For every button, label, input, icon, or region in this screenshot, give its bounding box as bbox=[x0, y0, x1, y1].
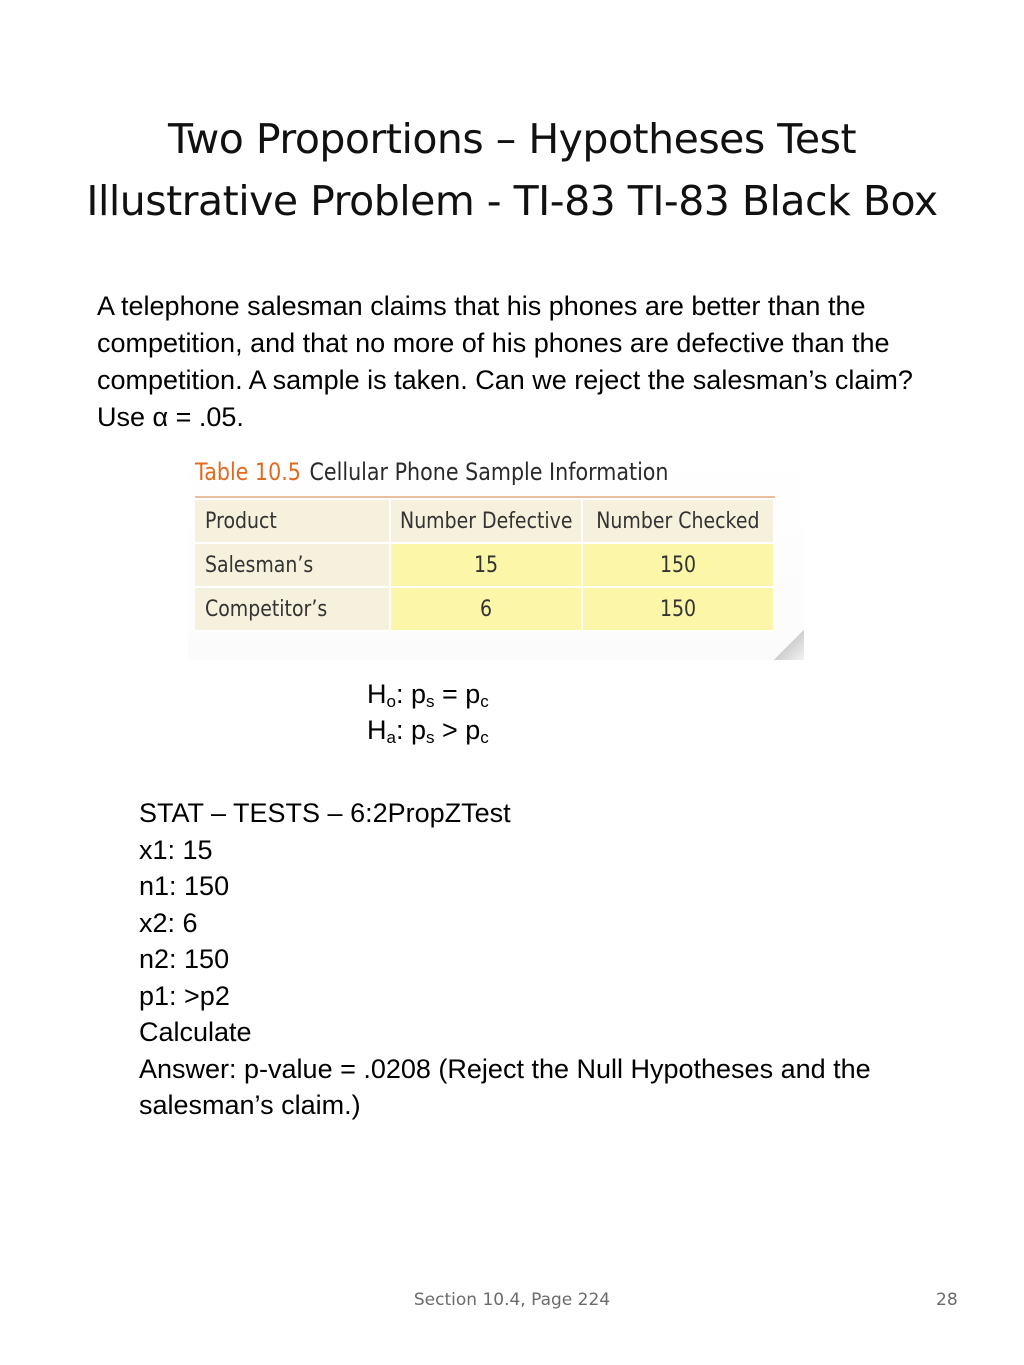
step-n2: n2: 150 bbox=[139, 944, 230, 974]
header-number-checked: Number Checked bbox=[583, 500, 775, 544]
row-salesman-defective: 15 bbox=[391, 544, 583, 588]
table-divider bbox=[195, 496, 775, 498]
table-number: Table 10.5 bbox=[195, 458, 301, 486]
table-caption-text: Cellular Phone Sample Information bbox=[309, 458, 669, 486]
row-salesman-checked: 150 bbox=[583, 544, 775, 588]
step-menu-path: STAT – TESTS – 6:2PropZTest bbox=[139, 798, 511, 828]
step-answer: Answer: p-value = .0208 (Reject the Null Hypotheses and the salesman’s claim.) bbox=[139, 1053, 871, 1120]
table-caption bbox=[195, 458, 669, 486]
slide-title bbox=[0, 108, 1024, 232]
title-line-2: Illustrative Problem - TI-83 TI-83 Black Box bbox=[86, 177, 938, 225]
slide-number: 28 bbox=[936, 1290, 958, 1310]
sample-table-figure bbox=[188, 452, 804, 660]
row-salesman-product: Salesman’s bbox=[195, 544, 391, 588]
page-curl-decoration bbox=[774, 630, 804, 660]
sample-table bbox=[195, 500, 775, 632]
step-calculate: Calculate bbox=[139, 1017, 252, 1047]
row-competitor-checked: 150 bbox=[583, 588, 775, 632]
step-alternative: p1: >p2 bbox=[139, 980, 230, 1011]
calculator-steps bbox=[139, 795, 899, 1124]
header-product: Product bbox=[195, 500, 391, 544]
row-competitor-defective: 6 bbox=[391, 588, 583, 632]
title-line-1: Two Proportions – Hypotheses Test bbox=[167, 115, 857, 163]
step-x1: x1: 15 bbox=[139, 834, 213, 865]
step-n1: n1: 150 bbox=[139, 871, 230, 901]
header-number-defective: Number Defective bbox=[391, 500, 583, 544]
hypotheses bbox=[367, 676, 489, 748]
row-competitor-product: Competitor’s bbox=[195, 588, 391, 632]
footer-section-reference: Section 10.4, Page 224 bbox=[413, 1290, 611, 1310]
step-x2: x2: 6 bbox=[139, 907, 198, 938]
problem-statement: A telephone salesman claims that his phones are better than the competition, and that no more of his phones are defective than the competition. A sample is taken. Can we reject the salesman’s claim? Use α = .05. bbox=[97, 291, 913, 432]
null-hypothesis: $H_o$: $p_s = p_c$ bbox=[367, 679, 489, 711]
alternative-hypothesis: $H_a$: $p_s > p_c$ bbox=[367, 715, 489, 747]
